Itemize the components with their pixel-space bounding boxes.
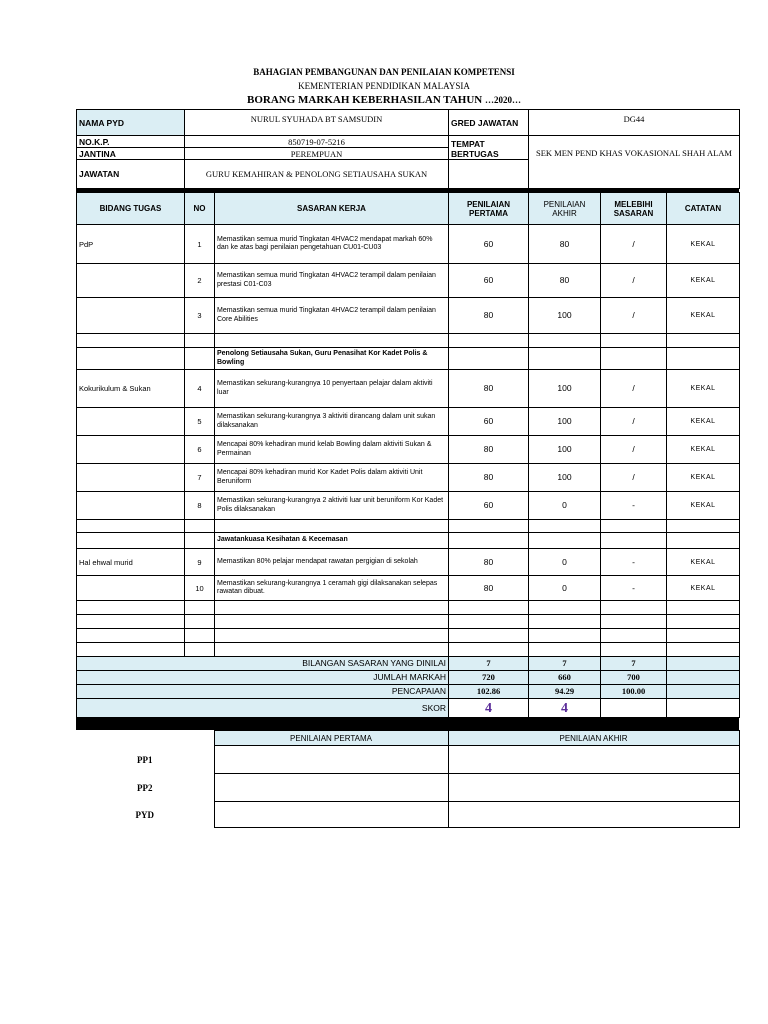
penilaian-akhir-cell[interactable]: 100 (529, 464, 601, 492)
catatan-cell[interactable]: KEKAL (667, 464, 740, 492)
jumlah-label: JUMLAH MARKAH (77, 671, 449, 685)
penilaian-akhir-cell[interactable]: 100 (529, 298, 601, 334)
signoff-pp-header: PENILAIAN PERTAMA (214, 731, 448, 746)
sasaran-cell (215, 629, 449, 643)
melebihi-cell (601, 348, 667, 370)
table-row (77, 643, 740, 657)
tempat-label: TEMPAT BERTUGAS (449, 136, 529, 160)
penilaian-pertama-cell[interactable]: 80 (449, 370, 529, 408)
penilaian-pertama-cell[interactable] (449, 334, 529, 348)
signoff-pp2-akhir[interactable] (448, 774, 739, 802)
table-row (77, 533, 740, 549)
sasaran-cell: Memastikan sekurang-kurangnya 2 aktiviti luar unit beruniform Kor Kadet Polis dilaksanakan (215, 492, 449, 520)
penilaian-pertama-cell[interactable] (449, 629, 529, 643)
table-row (77, 348, 740, 370)
nokp-value[interactable]: 850719-07-5216 (185, 136, 449, 148)
jawatan-label: JAWATAN (77, 160, 185, 189)
sasaran-cell: Memastikan semua murid Tingkatan 4HVAC2 mendapat markah 60% dan ke atas bagi penilaian pengetahuan CU01-CU03 (215, 225, 449, 264)
bidang-cell (77, 520, 185, 533)
melebihi-cell: / (601, 264, 667, 298)
melebihi-cell (601, 520, 667, 533)
melebihi-cell (601, 615, 667, 629)
melebihi-cell: / (601, 370, 667, 408)
table-row (77, 464, 740, 492)
header-line-1: BAHAGIAN PEMBANGUNAN DAN PENILAIAN KOMPETENSI (253, 67, 515, 77)
penilaian-akhir-cell[interactable] (529, 601, 601, 615)
bilangan-label: BILANGAN SASARAN YANG DINILAI (77, 657, 449, 671)
col-penilaian-akhir: PENILAIAN AKHIR (529, 193, 601, 225)
penilaian-pertama-cell[interactable]: 60 (449, 225, 529, 264)
catatan-cell[interactable]: KEKAL (667, 492, 740, 520)
nama-value[interactable]: NURUL SYUHADA BT SAMSUDIN (185, 110, 449, 136)
signoff-pyd-akhir[interactable] (448, 802, 739, 828)
table-row (77, 334, 740, 348)
penilaian-akhir-cell[interactable] (529, 643, 601, 657)
bidang-cell (77, 334, 185, 348)
no-cell (185, 629, 215, 643)
jumlah-catatan (667, 671, 740, 685)
jawatan-value[interactable]: GURU KEMAHIRAN & PENOLONG SETIAUSAHA SUKAN (185, 160, 449, 189)
penilaian-akhir-cell[interactable]: 80 (529, 264, 601, 298)
no-cell (185, 615, 215, 629)
penilaian-akhir-cell[interactable]: 0 (529, 549, 601, 576)
sasaran-cell: Mencapai 80% kehadiran murid Kor Kadet Polis dalam aktiviti Unit Beruniform (215, 464, 449, 492)
penilaian-pertama-cell[interactable] (449, 615, 529, 629)
table-header-row (77, 193, 740, 225)
penilaian-pertama-cell[interactable]: 60 (449, 264, 529, 298)
pencapaian-melebihi: 100.00 (601, 685, 667, 699)
no-cell: 1 (185, 225, 215, 264)
table-row (77, 408, 740, 436)
targets-table (76, 192, 740, 718)
signoff-pp1-label: PP1 (137, 754, 153, 765)
bilangan-catatan (667, 657, 740, 671)
bidang-cell (77, 601, 185, 615)
catatan-cell[interactable] (667, 629, 740, 643)
sasaran-cell (215, 334, 449, 348)
penilaian-akhir-cell[interactable]: 0 (529, 576, 601, 601)
divider-bar-2 (76, 718, 739, 730)
penilaian-pertama-cell[interactable]: 80 (449, 298, 529, 334)
penilaian-akhir-cell[interactable]: 100 (529, 436, 601, 464)
table-row (77, 492, 740, 520)
form-year: …2020… (484, 95, 521, 105)
signoff-pa-header: PENILAIAN AKHIR (448, 731, 739, 746)
col-melebihi: MELEBIHI SASARAN (601, 193, 667, 225)
no-cell (185, 520, 215, 533)
catatan-cell[interactable]: KEKAL (667, 264, 740, 298)
no-cell: 6 (185, 436, 215, 464)
col-catatan: CATATAN (667, 193, 740, 225)
penilaian-pertama-cell[interactable] (449, 601, 529, 615)
penilaian-pertama-cell[interactable]: 80 (449, 549, 529, 576)
table-row (77, 298, 740, 334)
catatan-cell[interactable]: KEKAL (667, 576, 740, 601)
skor-pp: 4 (449, 699, 529, 718)
bidang-cell (77, 629, 185, 643)
signoff-pyd-label: PYD (135, 809, 154, 820)
bidang-cell (77, 464, 185, 492)
sasaran-cell: Mencapai 80% kehadiran murid kelab Bowling dalam aktiviti Sukan & Permainan (215, 436, 449, 464)
melebihi-cell (601, 601, 667, 615)
jantina-label: JANTINA (77, 148, 185, 160)
penilaian-akhir-cell[interactable] (529, 629, 601, 643)
bidang-cell (77, 408, 185, 436)
col-penilaian-pertama: PENILAIAN PERTAMA (449, 193, 529, 225)
sasaran-cell: Penolong Setiausaha Sukan, Guru Penasihat Kor Kadet Polis & Bowling (215, 348, 449, 370)
catatan-cell[interactable]: KEKAL (667, 370, 740, 408)
table-row (77, 264, 740, 298)
catatan-cell[interactable]: KEKAL (667, 408, 740, 436)
table-row (77, 549, 740, 576)
bidang-cell (77, 492, 185, 520)
sasaran-cell (215, 601, 449, 615)
summary-bilangan-row (77, 657, 740, 671)
catatan-cell[interactable] (667, 334, 740, 348)
jumlah-pp: 720 (449, 671, 529, 685)
catatan-cell[interactable]: KEKAL (667, 549, 740, 576)
bidang-cell: Hal ehwal murid (77, 549, 185, 576)
bidang-cell (77, 576, 185, 601)
gred-label: GRED JAWATAN (449, 110, 529, 136)
sasaran-cell: Memastikan sekurang-kurangnya 10 penyertaan pelajar dalam aktiviti luar (215, 370, 449, 408)
table-row (77, 576, 740, 601)
penilaian-pertama-cell[interactable]: 80 (449, 436, 529, 464)
penilaian-pertama-cell[interactable]: 60 (449, 408, 529, 436)
melebihi-cell: - (601, 549, 667, 576)
summary-pencapaian-row (77, 685, 740, 699)
signoff-corner (76, 731, 214, 746)
pencapaian-pp: 102.86 (449, 685, 529, 699)
catatan-cell[interactable] (667, 533, 740, 549)
table-row (77, 225, 740, 264)
table-row (77, 436, 740, 464)
nama-label: NAMA PYD (77, 110, 185, 136)
penilaian-akhir-cell[interactable]: 100 (529, 370, 601, 408)
sasaran-cell: Memastikan semua murid Tingkatan 4HVAC2 terampil dalam penilaian prestasi C01-C03 (215, 264, 449, 298)
header-line-2: KEMENTERIAN PENDIDIKAN MALAYSIA (298, 81, 470, 91)
no-cell: 3 (185, 298, 215, 334)
no-cell (185, 533, 215, 549)
melebihi-cell: / (601, 464, 667, 492)
catatan-cell[interactable]: KEKAL (667, 225, 740, 264)
penilaian-akhir-cell[interactable] (529, 520, 601, 533)
bilangan-pp: 7 (449, 657, 529, 671)
melebihi-cell: / (601, 298, 667, 334)
sasaran-cell (215, 520, 449, 533)
sasaran-cell: Memastikan sekurang-kurangnya 3 aktiviti dirancang dalam unit sukan dilaksanakan (215, 408, 449, 436)
melebihi-cell: / (601, 225, 667, 264)
penilaian-pertama-cell[interactable]: 60 (449, 492, 529, 520)
signoff-pp1-akhir[interactable] (448, 746, 739, 774)
penilaian-akhir-cell[interactable] (529, 348, 601, 370)
signoff-pyd-pertama[interactable] (214, 802, 448, 828)
penilaian-pertama-cell[interactable]: 80 (449, 576, 529, 601)
table-row (77, 370, 740, 408)
col-bidang: BIDANG TUGAS (77, 193, 185, 225)
pencapaian-label: PENCAPAIAN (77, 685, 449, 699)
no-cell (185, 334, 215, 348)
skor-label: SKOR (77, 699, 449, 718)
table-row (77, 629, 740, 643)
table-row (77, 520, 740, 533)
summary-jumlah-row (77, 671, 740, 685)
jantina-value[interactable]: PEREMPUAN (185, 148, 449, 160)
melebihi-cell (601, 533, 667, 549)
catatan-cell[interactable] (667, 601, 740, 615)
table-row (77, 615, 740, 629)
bidang-cell (77, 436, 185, 464)
catatan-cell[interactable] (667, 615, 740, 629)
melebihi-cell (601, 629, 667, 643)
catatan-cell[interactable]: KEKAL (667, 436, 740, 464)
melebihi-cell: - (601, 492, 667, 520)
bilangan-pa: 7 (529, 657, 601, 671)
no-cell: 9 (185, 549, 215, 576)
jumlah-pa: 660 (529, 671, 601, 685)
info-table (76, 109, 740, 189)
melebihi-cell: / (601, 436, 667, 464)
catatan-cell[interactable] (667, 643, 740, 657)
signoff-pp2-pertama[interactable] (214, 774, 448, 802)
tempat-value[interactable]: SEK MEN PEND KHAS VOKASIONAL SHAH ALAM (529, 136, 740, 189)
sasaran-cell: Memastikan semua murid Tingkatan 4HVAC2 terampil dalam penilaian Core Abilities (215, 298, 449, 334)
no-cell: 4 (185, 370, 215, 408)
penilaian-akhir-cell[interactable]: 100 (529, 408, 601, 436)
no-cell: 2 (185, 264, 215, 298)
penilaian-akhir-cell[interactable] (529, 533, 601, 549)
col-sasaran: SASARAN KERJA (215, 193, 449, 225)
sasaran-cell: Memastikan sekurang-kurangnya 1 ceramah gigi dilaksanakan selepas rawatan dibuat. (215, 576, 449, 601)
sasaran-cell (215, 615, 449, 629)
target-rows (77, 225, 740, 657)
penilaian-pertama-cell[interactable] (449, 533, 529, 549)
nokp-label: NO.K.P. (77, 136, 185, 148)
signoff-table (76, 730, 740, 828)
penilaian-akhir-cell[interactable] (529, 615, 601, 629)
skor-melebihi (601, 699, 667, 718)
no-cell (185, 601, 215, 615)
no-cell: 7 (185, 464, 215, 492)
melebihi-cell (601, 643, 667, 657)
pencapaian-pa: 94.29 (529, 685, 601, 699)
penilaian-akhir-cell[interactable] (529, 334, 601, 348)
sasaran-cell (215, 643, 449, 657)
bidang-cell (77, 348, 185, 370)
no-cell (185, 643, 215, 657)
bidang-cell (77, 643, 185, 657)
catatan-cell[interactable] (667, 520, 740, 533)
catatan-cell[interactable] (667, 348, 740, 370)
no-cell: 10 (185, 576, 215, 601)
no-cell: 8 (185, 492, 215, 520)
no-cell (185, 348, 215, 370)
penilaian-pertama-cell[interactable] (449, 643, 529, 657)
melebihi-cell: / (601, 408, 667, 436)
catatan-cell[interactable]: KEKAL (667, 298, 740, 334)
bidang-cell (77, 533, 185, 549)
no-cell: 5 (185, 408, 215, 436)
sasaran-cell: Memastikan 80% pelajar mendapat rawatan pergigian di sekolah (215, 549, 449, 576)
col-no: NO (185, 193, 215, 225)
table-row (77, 601, 740, 615)
bidang-cell (77, 615, 185, 629)
bidang-cell: PdP (77, 225, 185, 264)
sasaran-cell: Jawatankuasa Kesihatan & Kecemasan (215, 533, 449, 549)
bidang-cell (77, 264, 185, 298)
penilaian-akhir-cell[interactable]: 80 (529, 225, 601, 264)
form-title-text: BORANG MARKAH KEBERHASILAN TAHUN (247, 94, 483, 106)
pencapaian-catatan (667, 685, 740, 699)
form-title (0, 94, 768, 106)
skor-catatan (667, 699, 740, 718)
signoff-pp2-label: PP2 (137, 782, 153, 793)
penilaian-pertama-cell[interactable] (449, 348, 529, 370)
penilaian-pertama-cell[interactable] (449, 520, 529, 533)
bilangan-melebihi: 7 (601, 657, 667, 671)
bidang-cell (77, 298, 185, 334)
penilaian-pertama-cell[interactable]: 80 (449, 464, 529, 492)
penilaian-akhir-cell[interactable]: 0 (529, 492, 601, 520)
gred-value[interactable]: DG44 (529, 110, 740, 136)
jumlah-melebihi: 700 (601, 671, 667, 685)
signoff-pp1-pertama[interactable] (214, 746, 448, 774)
skor-pa: 4 (529, 699, 601, 718)
melebihi-cell (601, 334, 667, 348)
tempat-label-filler (449, 160, 529, 189)
bidang-cell: Kokurikulum & Sukan (77, 370, 185, 408)
summary-skor-row (77, 699, 740, 718)
melebihi-cell: - (601, 576, 667, 601)
